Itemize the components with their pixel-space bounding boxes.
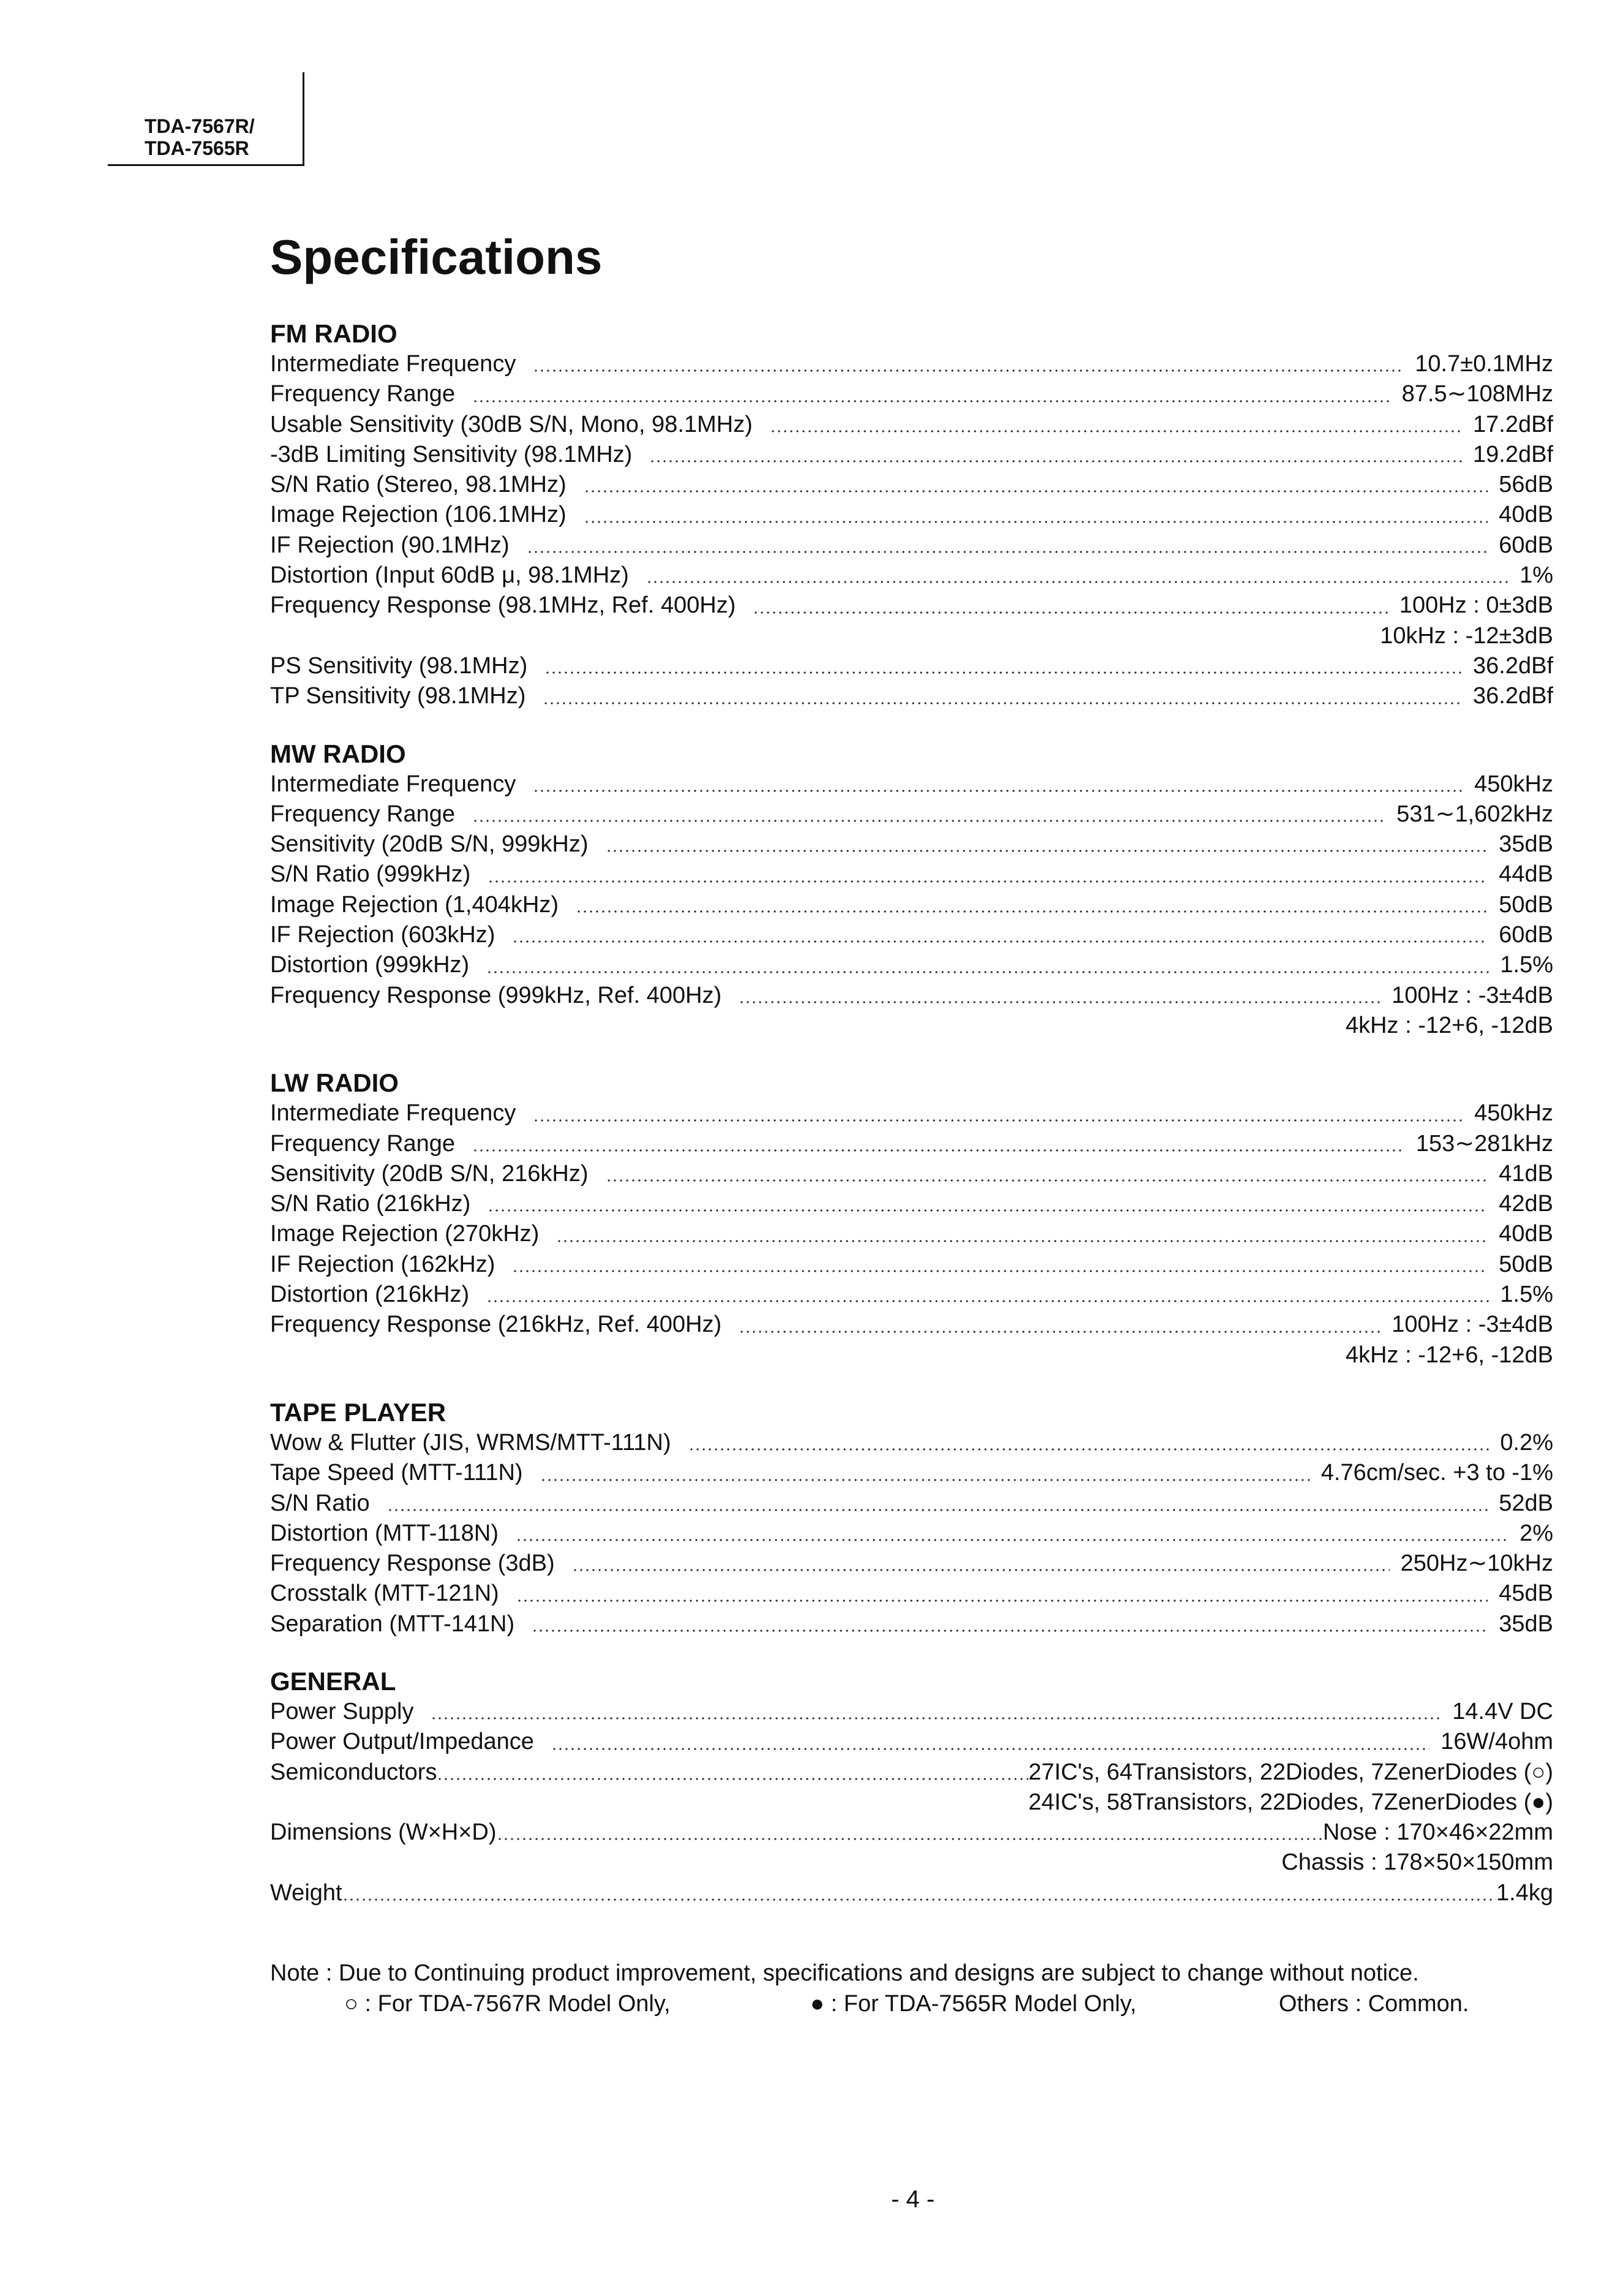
dot-leader xyxy=(472,399,1391,403)
spec-value: 450kHz xyxy=(1474,1100,1553,1127)
dot-leader xyxy=(739,1330,1380,1334)
spec-label: Intermediate Frequency xyxy=(270,351,516,377)
spec-label: Wow & Flutter (JIS, WRMS/MTT-111N) xyxy=(270,1429,671,1456)
spec-label: Distortion (Input 60dB μ, 98.1MHz) xyxy=(270,562,629,589)
spec-row xyxy=(270,950,1553,980)
spec-row xyxy=(270,379,1553,409)
spec-value: 40dB xyxy=(1499,1221,1553,1247)
dot-leader xyxy=(533,1119,1463,1122)
spec-label: Distortion (999kHz) xyxy=(270,952,470,978)
spec-row xyxy=(270,1489,1553,1519)
spec-value: 1.5% xyxy=(1500,952,1553,978)
spec-label: Usable Sensitivity (30dB S/N, Mono, 98.1MHz) xyxy=(270,411,753,437)
dot-leader xyxy=(342,1898,1496,1901)
spec-row-continuation xyxy=(270,1340,1553,1370)
spec-row-continuation xyxy=(270,621,1553,651)
spec-value: Chassis : 178×50×150mm xyxy=(1281,1849,1553,1876)
spec-value: 10.7±0.1MHz xyxy=(1415,351,1553,377)
model-number-line: TDA-7565R xyxy=(145,137,249,159)
section-title: GENERAL xyxy=(270,1666,396,1696)
dot-leader xyxy=(488,1209,1488,1212)
dot-leader xyxy=(472,819,1385,823)
dot-leader xyxy=(688,1448,1489,1451)
note xyxy=(270,1958,1556,2019)
spec-label: Frequency Range xyxy=(270,381,456,407)
spec-section xyxy=(270,1397,1553,1639)
spec-label: Intermediate Frequency xyxy=(270,771,516,797)
spec-row xyxy=(270,531,1553,561)
spec-value: 52dB xyxy=(1499,1490,1553,1516)
dot-leader xyxy=(488,880,1488,883)
spec-row xyxy=(270,1549,1553,1579)
spec-label: S/N Ratio xyxy=(270,1490,370,1516)
spec-row xyxy=(270,1458,1553,1488)
section-title: LW RADIO xyxy=(270,1068,399,1098)
spec-row-continuation xyxy=(270,1788,1553,1818)
spec-value: 45dB xyxy=(1499,1580,1553,1607)
dot-leader xyxy=(387,1508,1488,1512)
spec-row xyxy=(270,829,1553,859)
spec-row xyxy=(270,1878,1553,1908)
dot-leader xyxy=(486,1299,1489,1303)
spec-row xyxy=(270,799,1553,829)
dot-leader xyxy=(544,671,1462,674)
spec-value: 1.4kg xyxy=(1496,1879,1553,1906)
note-legend xyxy=(270,1988,1556,2019)
spec-value: Nose : 170×46×22mm xyxy=(1322,1819,1553,1846)
spec-label: -3dB Limiting Sensitivity (98.1MHz) xyxy=(270,441,633,467)
spec-value: 42dB xyxy=(1499,1191,1553,1217)
dot-leader xyxy=(770,429,1462,433)
spec-value: 100Hz : -3±4dB xyxy=(1391,1312,1553,1338)
spec-label: Intermediate Frequency xyxy=(270,1100,516,1127)
spec-row xyxy=(270,440,1553,470)
spec-value: 10kHz : -12±3dB xyxy=(1380,622,1553,649)
dot-leader xyxy=(551,1747,1429,1751)
spec-row xyxy=(270,769,1553,799)
spec-value: 41dB xyxy=(1499,1160,1553,1187)
spec-label: Frequency Response (216kHz, Ref. 400Hz) xyxy=(270,1312,722,1338)
dot-leader xyxy=(527,550,1488,554)
spec-value: 50dB xyxy=(1499,1251,1553,1277)
spec-row-continuation xyxy=(270,1848,1553,1878)
dot-leader xyxy=(556,1239,1488,1243)
dot-leader xyxy=(606,1179,1488,1182)
spec-section xyxy=(270,1666,1553,1908)
spec-value: 40dB xyxy=(1499,502,1553,528)
spec-row xyxy=(270,859,1553,889)
spec-label: Weight xyxy=(270,1879,342,1906)
spec-value: 36.2dBf xyxy=(1473,652,1553,679)
dot-leader xyxy=(584,489,1488,493)
spec-label: S/N Ratio (999kHz) xyxy=(270,861,471,888)
spec-value: 27IC's, 64Transistors, 22Diodes, 7ZenerDiodes (○) xyxy=(1028,1759,1553,1785)
dot-leader xyxy=(576,910,1488,913)
spec-row xyxy=(270,920,1553,950)
spec-row xyxy=(270,1280,1553,1310)
spec-row xyxy=(270,1727,1553,1757)
spec-row xyxy=(270,410,1553,440)
dot-leader xyxy=(532,1629,1488,1633)
spec-value: 56dB xyxy=(1499,472,1553,498)
section-title: TAPE PLAYER xyxy=(270,1397,446,1427)
spec-value: 17.2dBf xyxy=(1473,411,1553,437)
dot-leader xyxy=(649,459,1462,463)
spec-label: Distortion (MTT-118N) xyxy=(270,1520,499,1546)
spec-label: TP Sensitivity (98.1MHz) xyxy=(270,683,526,709)
spec-value: 4.76cm/sec. +3 to -1% xyxy=(1320,1460,1553,1486)
spec-section xyxy=(270,1068,1553,1370)
spec-value: 35dB xyxy=(1499,831,1553,858)
spec-label: Distortion (216kHz) xyxy=(270,1282,470,1308)
spec-row xyxy=(270,1159,1553,1189)
spec-label: Frequency Response (999kHz, Ref. 400Hz) xyxy=(270,982,722,1008)
dot-leader xyxy=(431,1716,1441,1720)
spec-value: 4kHz : -12+6, -12dB xyxy=(1345,1012,1553,1038)
spec-value: 16W/4ohm xyxy=(1440,1729,1553,1755)
dot-leader xyxy=(437,1777,1028,1781)
spec-label: IF Rejection (162kHz) xyxy=(270,1251,495,1277)
legend-item-tda-7565r: ● : For TDA-7565R Model Only, xyxy=(810,1991,1137,2017)
spec-row xyxy=(270,1697,1553,1727)
spec-label: Power Supply xyxy=(270,1698,414,1724)
spec-row xyxy=(270,1250,1553,1280)
spec-value: 153∼281kHz xyxy=(1415,1130,1553,1157)
spec-section xyxy=(270,319,1553,712)
dot-leader xyxy=(753,611,1388,614)
model-number-line: TDA-7567R/ xyxy=(145,115,255,137)
spec-value: 87.5∼108MHz xyxy=(1401,381,1553,407)
spec-value: 0.2% xyxy=(1500,1429,1553,1456)
spec-value: 1.5% xyxy=(1500,1282,1553,1308)
spec-label: Image Rejection (106.1MHz) xyxy=(270,502,567,528)
spec-value: 19.2dBf xyxy=(1473,441,1553,467)
dot-leader xyxy=(646,580,1508,584)
spec-row xyxy=(270,1758,1553,1788)
dot-leader xyxy=(533,789,1463,793)
spec-row xyxy=(270,1310,1553,1340)
spec-value: 44dB xyxy=(1499,861,1553,888)
model-number-header xyxy=(108,72,304,166)
dot-leader xyxy=(516,1599,1488,1603)
dot-leader xyxy=(497,1837,1323,1841)
section-title: FM RADIO xyxy=(270,319,397,348)
spec-row xyxy=(270,349,1553,379)
spec-row xyxy=(270,981,1553,1011)
spec-label: Frequency Range xyxy=(270,1130,456,1157)
spec-row xyxy=(270,1818,1553,1848)
dot-leader xyxy=(512,1269,1488,1273)
spec-row xyxy=(270,1189,1553,1219)
spec-row xyxy=(270,890,1553,920)
spec-value: 4kHz : -12+6, -12dB xyxy=(1345,1342,1553,1368)
spec-row xyxy=(270,1219,1553,1249)
spec-label: Image Rejection (270kHz) xyxy=(270,1221,540,1247)
spec-value: 60dB xyxy=(1499,922,1553,948)
spec-label: Sensitivity (20dB S/N, 999kHz) xyxy=(270,831,589,858)
spec-value: 100Hz : -3±4dB xyxy=(1391,982,1553,1008)
spec-value: 100Hz : 0±3dB xyxy=(1399,592,1553,619)
spec-value: 531∼1,602kHz xyxy=(1396,801,1553,827)
spec-label: Crosstalk (MTT-121N) xyxy=(270,1580,499,1607)
spec-row xyxy=(270,561,1553,591)
note-text: Note : Due to Continuing product improvement, specifications and designs are subject to change without notice. xyxy=(270,1960,1419,1986)
spec-label: IF Rejection (90.1MHz) xyxy=(270,532,510,558)
spec-label: Dimensions (W×H×D) xyxy=(270,1819,497,1846)
dot-leader xyxy=(606,849,1488,853)
spec-label: PS Sensitivity (98.1MHz) xyxy=(270,652,528,679)
spec-label: Sensitivity (20dB S/N, 216kHz) xyxy=(270,1160,589,1187)
spec-row xyxy=(270,681,1553,711)
spec-value: 250Hz∼10kHz xyxy=(1400,1550,1553,1577)
dot-leader xyxy=(533,369,1404,372)
specifications-list xyxy=(270,319,1553,1935)
spec-value: 2% xyxy=(1519,1520,1553,1546)
spec-label: S/N Ratio (Stereo, 98.1MHz) xyxy=(270,472,567,498)
spec-label: Frequency Response (98.1MHz, Ref. 400Hz) xyxy=(270,592,736,619)
spec-label: Separation (MTT-141N) xyxy=(270,1611,515,1637)
spec-row xyxy=(270,500,1553,530)
spec-label: IF Rejection (603kHz) xyxy=(270,922,495,948)
spec-row xyxy=(270,1098,1553,1128)
spec-row-continuation xyxy=(270,1011,1553,1041)
spec-row xyxy=(270,1519,1553,1549)
dot-leader xyxy=(512,940,1488,943)
spec-value: 60dB xyxy=(1499,532,1553,558)
spec-value: 36.2dBf xyxy=(1473,683,1553,709)
dot-leader xyxy=(572,1568,1390,1572)
page-number: - 4 - xyxy=(891,2186,935,2213)
spec-section xyxy=(270,739,1553,1041)
spec-value: 50dB xyxy=(1499,891,1553,918)
dot-leader xyxy=(543,701,1462,705)
spec-row xyxy=(270,1428,1553,1458)
spec-value: 24IC's, 58Transistors, 22Diodes, 7ZenerDiodes (●) xyxy=(1028,1789,1553,1815)
spec-label: Frequency Response (3dB) xyxy=(270,1550,555,1577)
dot-leader xyxy=(486,970,1489,974)
spec-label: Tape Speed (MTT-111N) xyxy=(270,1460,523,1486)
spec-row xyxy=(270,591,1553,621)
spec-value: 14.4V DC xyxy=(1452,1698,1553,1724)
dot-leader xyxy=(472,1149,1405,1152)
page-title: Specifications xyxy=(270,230,603,284)
spec-row xyxy=(270,1609,1553,1639)
spec-row xyxy=(270,651,1553,681)
spec-row xyxy=(270,1579,1553,1609)
spec-label: Frequency Range xyxy=(270,801,456,827)
dot-leader xyxy=(516,1538,1508,1542)
section-title: MW RADIO xyxy=(270,739,406,768)
legend-item-tda-7567r: ○ : For TDA-7567R Model Only, xyxy=(344,1991,671,2017)
spec-value: 1% xyxy=(1519,562,1553,589)
spec-value: 450kHz xyxy=(1474,771,1553,797)
spec-label: Power Output/Impedance xyxy=(270,1729,534,1755)
spec-label: Image Rejection (1,404kHz) xyxy=(270,891,559,918)
spec-row xyxy=(270,470,1553,500)
spec-value: 35dB xyxy=(1499,1611,1553,1637)
spec-label: S/N Ratio (216kHz) xyxy=(270,1191,471,1217)
dot-leader xyxy=(540,1478,1310,1482)
spec-label: Semiconductors xyxy=(270,1759,437,1785)
legend-item-common: Others : Common. xyxy=(1279,1991,1469,2017)
dot-leader xyxy=(584,520,1488,524)
dot-leader xyxy=(739,1000,1380,1004)
spec-row xyxy=(270,1129,1553,1159)
